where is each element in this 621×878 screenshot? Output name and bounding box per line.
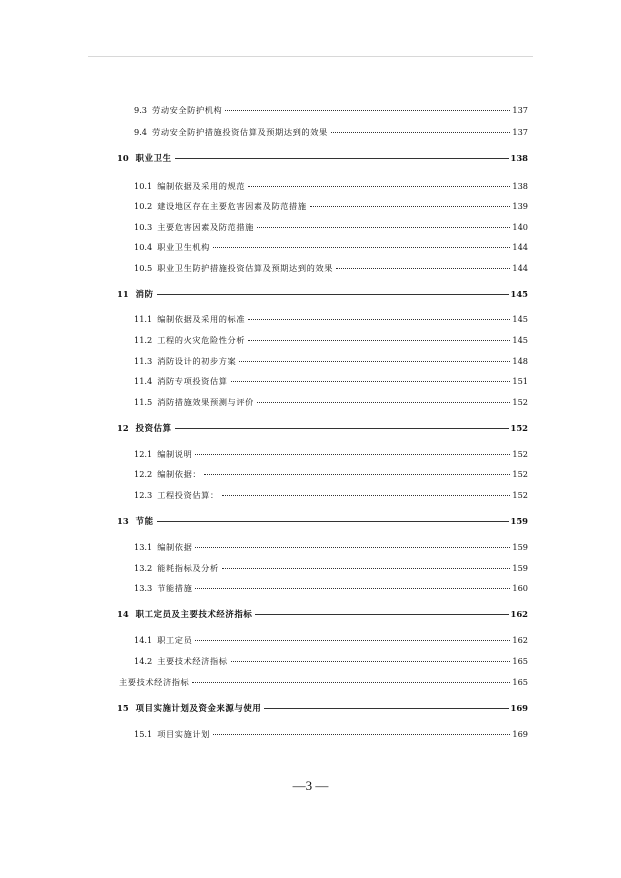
toc-entry-title: 编制依据及采用的规范 xyxy=(157,181,246,191)
toc-page-number: 144 xyxy=(512,263,528,273)
toc-section-entry[interactable] xyxy=(134,221,528,233)
toc-entry-title: 职工定员 xyxy=(157,635,193,645)
toc-page-number: 145 xyxy=(510,289,528,299)
toc-section-entry[interactable] xyxy=(134,200,528,212)
toc-entry-title: 项目实施计划及资金来源与使用 xyxy=(135,703,262,713)
toc-page-number: 140 xyxy=(512,222,528,232)
toc-chapter-entry[interactable] xyxy=(117,152,528,164)
toc-page-number: 162 xyxy=(510,609,528,619)
toc-entry-number: 14.2 xyxy=(134,656,153,666)
toc-section-entry[interactable] xyxy=(134,541,528,553)
toc-dot-leader xyxy=(331,130,511,133)
toc-dot-leader xyxy=(336,266,510,269)
toc-entry-title: 工程投资估算： xyxy=(157,490,219,500)
toc-dot-leader xyxy=(222,566,511,569)
toc-entry-title: 能耗指标及分析 xyxy=(157,563,219,573)
toc-page-number: 169 xyxy=(512,729,528,739)
toc-section-entry[interactable] xyxy=(134,448,528,460)
toc-section-entry[interactable] xyxy=(119,676,528,688)
toc-entry-number: 10.1 xyxy=(134,181,153,191)
toc-section-entry[interactable] xyxy=(134,334,528,346)
toc-entry-title: 劳动安全防护措施投资估算及预期达到的效果 xyxy=(152,127,328,137)
toc-dot-leader xyxy=(195,586,510,589)
toc-entry-title: 主要技术经济指标 xyxy=(157,656,228,666)
toc-entry-title: 职业卫生机构 xyxy=(157,242,210,252)
toc-dot-leader xyxy=(231,379,511,382)
toc-dot-leader xyxy=(222,493,511,496)
toc-dot-leader xyxy=(157,520,509,522)
toc-page-number: 152 xyxy=(512,490,528,500)
toc-chapter-entry[interactable] xyxy=(117,515,528,527)
toc-dot-leader xyxy=(257,225,510,228)
toc-section-entry[interactable] xyxy=(134,104,528,116)
toc-page-number: 165 xyxy=(512,677,528,687)
toc-entry-number: 10.4 xyxy=(134,242,153,252)
toc-page-number: 152 xyxy=(510,423,528,433)
toc-entry-number: 15.1 xyxy=(134,729,153,739)
toc-dot-leader xyxy=(175,427,509,429)
toc-entry-title: 节能 xyxy=(135,516,154,526)
toc-page-number: 151 xyxy=(512,376,528,386)
toc-entry-number: 15 xyxy=(117,703,129,713)
toc-dot-leader xyxy=(175,157,509,159)
toc-entry-title: 消防 xyxy=(135,289,154,299)
toc-page-number: 137 xyxy=(512,127,528,137)
toc-page-number: 162 xyxy=(512,635,528,645)
toc-page-number: 160 xyxy=(512,583,528,593)
page-number: —3 — xyxy=(292,778,329,793)
toc-entry-number: 12.3 xyxy=(134,490,153,500)
toc-dot-leader xyxy=(248,338,510,341)
toc-chapter-entry[interactable] xyxy=(117,422,528,434)
toc-page-number: 144 xyxy=(512,242,528,252)
toc-entry-title: 编制依据： xyxy=(157,469,202,479)
toc-page-number: 145 xyxy=(512,314,528,324)
toc-page-number: 152 xyxy=(512,397,528,407)
toc-section-entry[interactable] xyxy=(134,655,528,667)
toc-page-number: 137 xyxy=(512,105,528,115)
toc-entry-number: 11.3 xyxy=(134,356,153,366)
toc-page-number: 152 xyxy=(512,449,528,459)
toc-dot-leader xyxy=(257,400,510,403)
toc-dot-leader xyxy=(255,613,508,615)
toc-dot-leader xyxy=(157,293,509,295)
toc-section-entry[interactable] xyxy=(134,126,528,138)
toc-section-entry[interactable] xyxy=(134,313,528,325)
toc-dot-leader xyxy=(239,359,510,362)
toc-page-number: 148 xyxy=(512,356,528,366)
toc-entry-number: 10.3 xyxy=(134,222,153,232)
toc-entry-title: 项目实施计划 xyxy=(157,729,210,739)
toc-entry-number: 12.1 xyxy=(134,449,153,459)
toc-entry-title: 建设地区存在主要危害因素及防范措施 xyxy=(157,201,307,211)
toc-dot-leader xyxy=(204,472,510,475)
toc-section-entry[interactable] xyxy=(134,489,528,501)
toc-entry-title: 编制依据 xyxy=(157,542,193,552)
toc-entry-number: 11.5 xyxy=(134,397,153,407)
toc-entry-number: 10 xyxy=(117,153,129,163)
toc-dot-leader xyxy=(231,659,511,662)
toc-entry-number: 13 xyxy=(117,516,129,526)
toc-dot-leader xyxy=(225,108,510,111)
toc-entry-number: 12.2 xyxy=(134,469,153,479)
toc-chapter-entry[interactable] xyxy=(117,608,528,620)
toc-entry-number: 14 xyxy=(117,609,129,619)
toc-page-number: 145 xyxy=(512,335,528,345)
toc-section-entry[interactable] xyxy=(134,262,528,274)
toc-dot-leader xyxy=(248,184,510,187)
toc-entry-number: 13.1 xyxy=(134,542,153,552)
toc-dot-leader xyxy=(195,545,510,548)
toc-dot-leader xyxy=(310,204,511,207)
toc-dot-leader xyxy=(195,638,510,641)
toc-page-number: 152 xyxy=(512,469,528,479)
toc-section-entry[interactable] xyxy=(134,180,528,192)
toc-section-entry[interactable] xyxy=(134,375,528,387)
toc-entry-number: 13.3 xyxy=(134,583,153,593)
toc-entry-number: 11 xyxy=(117,289,129,299)
toc-page-number: 165 xyxy=(512,656,528,666)
toc-entry-number: 12 xyxy=(117,423,129,433)
toc-entry-title: 职业卫生 xyxy=(135,153,172,163)
toc-page-number: 139 xyxy=(512,201,528,211)
toc-section-entry[interactable] xyxy=(134,582,528,594)
toc-dot-leader xyxy=(195,452,510,455)
toc-entry-title: 职业卫生防护措施投资估算及预期达到的效果 xyxy=(157,263,333,273)
toc-page-number: 159 xyxy=(512,542,528,552)
toc-entry-number: 11.1 xyxy=(134,314,153,324)
toc-section-entry[interactable] xyxy=(134,355,528,367)
toc-dot-leader xyxy=(213,245,510,248)
toc-entry-title: 编制依据及采用的标准 xyxy=(157,314,246,324)
toc-entry-title: 投资估算 xyxy=(135,423,172,433)
toc-entry-number: 11.2 xyxy=(134,335,153,345)
toc-entry-number: 9.3 xyxy=(134,105,148,115)
toc-section-entry[interactable] xyxy=(134,634,528,646)
toc-page-number: 138 xyxy=(512,181,528,191)
toc-entry-title: 主要危害因素及防范措施 xyxy=(157,222,254,232)
toc-dot-leader xyxy=(213,732,510,735)
toc-entry-number: 10.2 xyxy=(134,201,153,211)
toc-entry-title: 工程的火灾危险性分析 xyxy=(157,335,246,345)
toc-entry-title: 消防设计的初步方案 xyxy=(157,356,237,366)
toc-page-number: 159 xyxy=(510,516,528,526)
toc-entry-title: 职工定员及主要技术经济指标 xyxy=(135,609,253,619)
toc-entry-number: 11.4 xyxy=(134,376,153,386)
toc-dot-leader xyxy=(192,680,510,683)
toc-page-number: 138 xyxy=(510,153,528,163)
toc-page-number: 169 xyxy=(510,703,528,713)
toc-dot-leader xyxy=(264,707,508,709)
toc-entry-title: 消防专项投资估算 xyxy=(157,376,228,386)
toc-entry-title: 劳动安全防护机构 xyxy=(152,105,223,115)
toc-page-number: 159 xyxy=(512,563,528,573)
toc-entry-number: 13.2 xyxy=(134,563,153,573)
toc-section-entry[interactable] xyxy=(134,562,528,574)
toc-section-entry[interactable] xyxy=(134,728,528,740)
toc-dot-leader xyxy=(248,317,510,320)
toc-entry-title: 节能措施 xyxy=(157,583,193,593)
toc-entry-number: 10.5 xyxy=(134,263,153,273)
toc-section-entry[interactable] xyxy=(134,396,528,408)
toc-entry-number: 14.1 xyxy=(134,635,153,645)
toc-section-entry[interactable] xyxy=(134,241,528,253)
toc-entry-number: 9.4 xyxy=(134,127,148,137)
toc-chapter-entry[interactable] xyxy=(117,288,528,300)
toc-entry-title: 编制说明 xyxy=(157,449,193,459)
toc-entry-title: 主要技术经济指标 xyxy=(119,677,190,687)
toc-entry-title: 消防措施效果预测与评价 xyxy=(157,397,254,407)
toc-section-entry[interactable] xyxy=(134,468,528,480)
toc-chapter-entry[interactable] xyxy=(117,702,528,714)
